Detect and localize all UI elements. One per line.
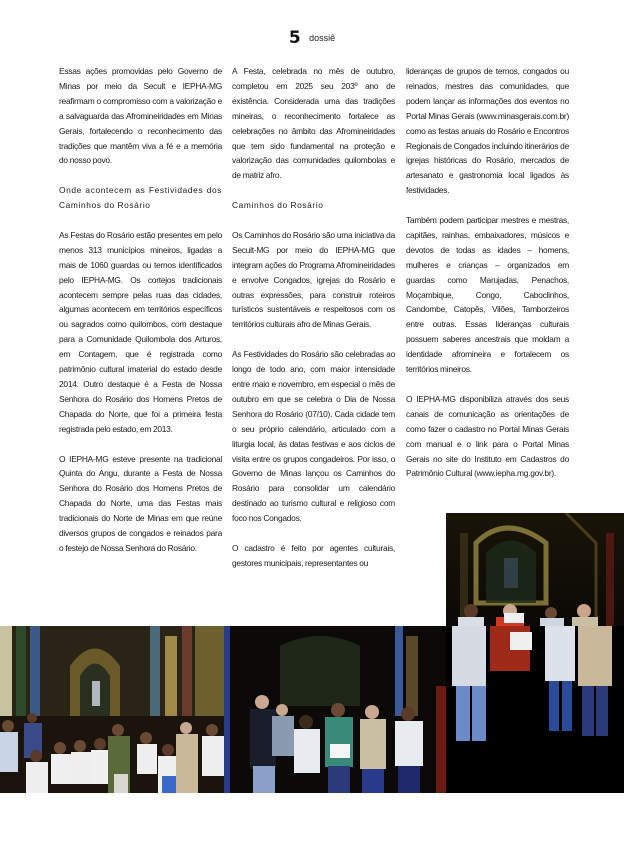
text-column-3 [406,64,569,496]
photo-altar-closeup-lower [446,626,624,793]
paragraph: O cadastro é feito por agentes culturais, gestores municipais, representantes ou [232,542,395,568]
photo-strip-illustration [0,626,624,793]
page-number: 5 [288,28,301,48]
paragraph: Os Caminhos do Rosário são uma iniciativa da Secult-MG por meio do IEPHA-MG que integram ações do Programa Afromineiridades e envolve Congados, igrejas do Rosário e outras expressões, para construir roteiros turísticos sustentáveis e respeitosos com os territórios culturais afro de Minas Gerais. [232,229,395,330]
paragraph: Também podem participar mestres e mestras, capitães, rainhas, embaixadores, músicos e devotos de todas as idades – homens, mulheres e crianças – organizados em guardas como Marujadas, Penachos, Moçambique, Congo, Caboclinhos, Candombe, Catopês, Vilões, Tamborzeiros entre outras. Essas lideranças culturais possuem saberes ancestrais que moldam a identidade afromineira e fortalecem os territórios mineiros. [406,215,569,375]
paragraph: A Festa, celebrada no mês de outubro, completou em 2025 seu 203º ano de existência. Considerada uma das tradições mineiras, o reconhecimento fortalece as celebrações no âmbito das Afromineiridades que tem sido fundamental na proteção e valorização das comunidades quilombolas e de matriz afro. [232,66,395,181]
paragraph: lideranças de grupos de ternos, congados ou reinados, mestres das comunidades, que podem lançar as informações dos eventos no Portal Minas Gerais (www.minasgerais.com.br) como as festas anuais do Rosário e Encontros Regionais de Congados incluindo itinerários de igrejas históricas do Rosário, mercados de artesanato e gastronomia local ligados às festividades. [406,66,569,196]
photo-illustration [446,513,624,626]
page-folio [0,28,624,48]
paragraph: As Festividades do Rosário são celebradas ao longo de todo ano, com maior intensidade entre maio e novembro, em especial o mês de outubro em que se celebra o Dia de Nossa Senhora do Rosário (07/10). Cada cidade tem o seu próprio calendário, articulado com a liturgia local, às datas festivas e aos ciclos de visita entre os grupos congadeiros. Por isso, o Governo de Minas lançou os Caminhos do Rosário para consolidar um calendário destinado ao turismo cultural e religioso com foco nos Congados. [232,349,395,524]
paragraph: O IEPHA-MG esteve presente na tradicional Quinta do Angu, durante a Festa de Nossa Senhora do Rosário dos Homens Pretos de Chapada do Norte, uma das Festas mais tradicionais do Norte de Minas em que reúne diversos grupos de congados e reinados para o festejo de Nossa Senhora do Rosário. [59,453,222,553]
section-label: dossiê [309,33,336,43]
paragraph: As Festas do Rosário estão presentes em pelo menos 313 municípios mineiros, ligadas a mais de 1060 guardas ou ternos identificados pelo IEPHA-MG. Os cortejos tradicionais acontecem sempre pelas ruas das cidades, algumas acontecem em territórios específicos ou sagrados como quilombos, com destaque para a Comunidade Quilombola dos Arturos, em Contagem, que é registrada como patrimônio cultural imaterial do estado desde 2014. Outro destaque é a Festa de Nossa Senhora do Rosário dos Homens Pretos de Chapada do Norte, que foi a primeira festa registrada pelo estado, em 2013. [59,229,222,434]
subheading-onde-acontecem: Onde acontecem as Festividades dos Caminhos do Rosário [59,185,222,211]
text-column-2 [232,64,395,586]
paragraph: O IEPHA-MG disponibiliza através dos seus canais de comunicação as orientações de como fazer o cadastro no Portal Minas Gerais com manual e o link para o Portal Minas Gerais no site do Instituto em Cadastros do Patrimônio Cultural (www.iepha.mg.gov.br). [406,393,569,479]
photo-church-altar-group [446,513,624,626]
photo-strip [0,626,624,793]
paragraph: Essas ações promovidas pelo Governo de Minas por meio da Secult e IEPHA-MG reafirmam o compromisso com a valorização e a salvaguarda das Afromineiridades em Minas Gerais, fortalecendo o reconhecimento das tradições que mantêm viva a fé e a memória do nosso povo. [59,66,222,166]
text-column-1 [59,64,222,571]
subheading-caminhos-do-rosario: Caminhos do Rosário [232,200,324,211]
